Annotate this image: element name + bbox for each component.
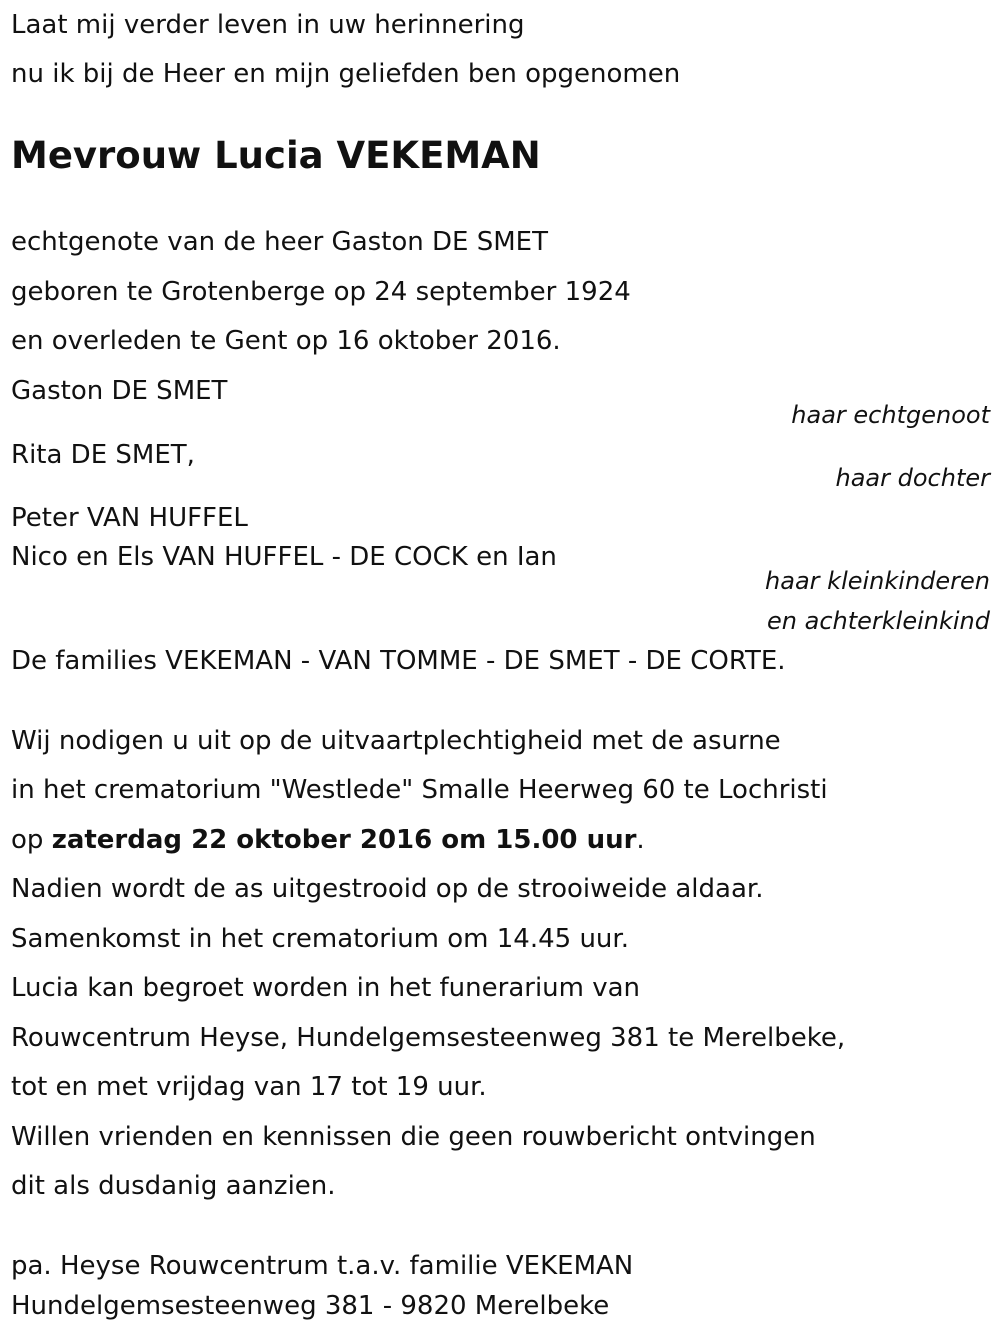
ceremony-line-7: Rouwcentrum Heyse, Hundelgemsesteenweg 381 te Merelbeke, xyxy=(11,1023,846,1053)
address-line-1: pa. Heyse Rouwcentrum t.a.v. familie VEKEMAN xyxy=(11,1251,634,1281)
daughter-name: Rita DE SMET, xyxy=(11,440,195,470)
address-line-2: Hundelgemsesteenweg 381 - 9820 Merelbeke xyxy=(11,1291,610,1321)
ceremony-line-3 xyxy=(11,824,645,856)
ceremony-line-6: Lucia kan begroet worden in het funerarium van xyxy=(11,973,641,1003)
ceremony-line-1: Wij nodigen u uit op de uitvaartplechtigheid met de asurne xyxy=(11,726,781,756)
ceremony-date-suffix: . xyxy=(636,825,645,855)
deceased-name: Mevrouw Lucia VEKEMAN xyxy=(11,134,541,177)
grandchildren-role-1: haar kleinkinderen xyxy=(765,567,990,595)
ceremony-date-prefix: op xyxy=(11,825,52,855)
ceremony-line-2: in het crematorium "Westlede" Smalle Heerweg 60 te Lochristi xyxy=(11,775,828,805)
bio-line-birth: geboren te Grotenberge op 24 september 1924 xyxy=(11,277,631,307)
bio-line-spouse: echtgenote van de heer Gaston DE SMET xyxy=(11,227,548,257)
families-line: De families VEKEMAN - VAN TOMME - DE SMET - DE CORTE. xyxy=(11,646,786,676)
ceremony-line-4: Nadien wordt de as uitgestrooid op de strooiweide aldaar. xyxy=(11,874,764,904)
grandchild-name-1: Peter VAN HUFFEL xyxy=(11,503,248,533)
ceremony-line-10: dit als dusdanig aanzien. xyxy=(11,1171,336,1201)
motto-line-1: Laat mij verder leven in uw herinnering xyxy=(11,10,525,40)
grandchildren-role-2: en achterkleinkind xyxy=(767,607,990,635)
ceremony-line-5: Samenkomst in het crematorium om 14.45 uur. xyxy=(11,924,629,954)
grandchild-name-2: Nico en Els VAN HUFFEL - DE COCK en Ian xyxy=(11,542,557,572)
husband-role: haar echtgenoot xyxy=(791,401,990,429)
motto-line-2: nu ik bij de Heer en mijn geliefden ben opgenomen xyxy=(11,59,681,89)
bio-line-death: en overleden te Gent op 16 oktober 2016. xyxy=(11,326,561,356)
ceremony-line-9: Willen vrienden en kennissen die geen rouwbericht ontvingen xyxy=(11,1122,816,1152)
husband-name: Gaston DE SMET xyxy=(11,376,228,406)
ceremony-line-8: tot en met vrijdag van 17 tot 19 uur. xyxy=(11,1072,487,1102)
ceremony-date: zaterdag 22 oktober 2016 om 15.00 uur xyxy=(51,825,637,855)
daughter-role: haar dochter xyxy=(835,464,990,492)
